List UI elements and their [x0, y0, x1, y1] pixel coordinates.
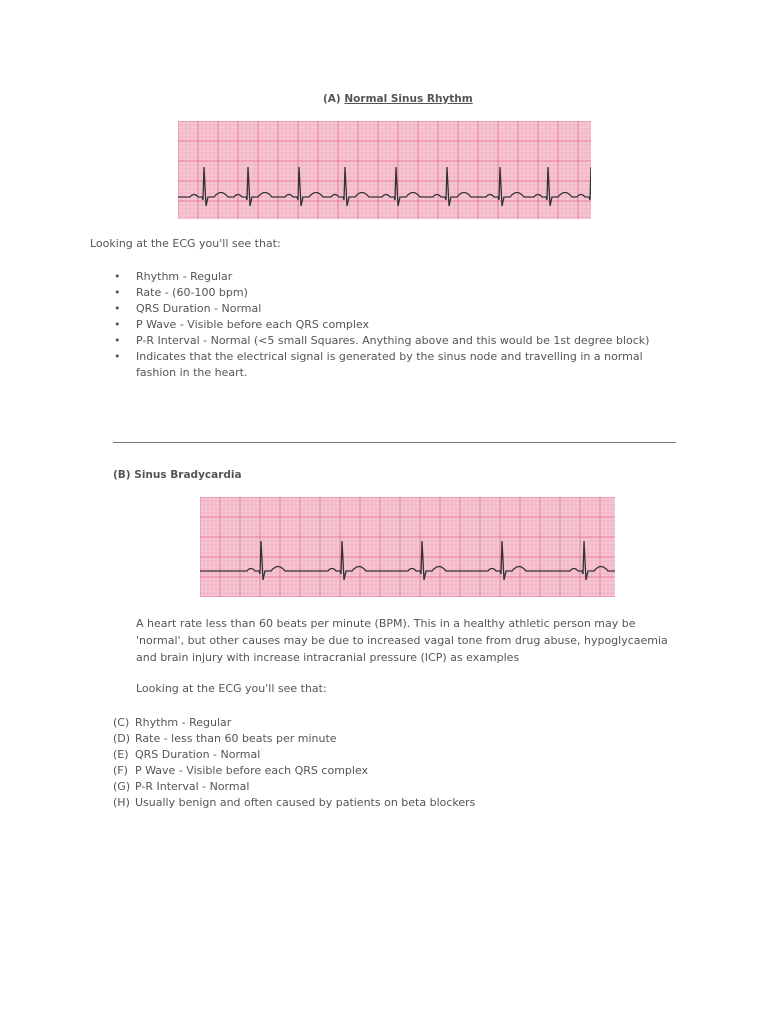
list-item: (E) QRS Duration - Normal [113, 748, 261, 761]
section-b-prefix: (B) [113, 469, 131, 481]
list-item: (G) P-R Interval - Normal [113, 780, 250, 793]
section-a-intro: Looking at the ECG you'll see that: [90, 237, 281, 250]
bullet-icon: • [114, 302, 121, 315]
section-b-title [113, 469, 242, 481]
ecg-sinus-bradycardia-svg [200, 497, 615, 597]
list-item: (D) Rate - less than 60 beats per minute [113, 732, 337, 745]
list-item: (F) P Wave - Visible before each QRS complex [113, 764, 369, 777]
ecg-strip-sinus-bradycardia [200, 497, 615, 597]
ecg-trace [200, 541, 615, 580]
bullet-icon: • [114, 270, 121, 283]
bullet-icon: • [114, 286, 121, 299]
ecg-strip-normal-sinus-rhythm [178, 121, 591, 219]
bullet-icon: • [114, 350, 121, 363]
list-item: • Indicates that the electrical signal is generated by the sinus node and travelling in a normal fashion in the heart. [114, 350, 643, 379]
ecg-normal-sinus-svg [178, 121, 591, 219]
section-a-title-link[interactable]: Normal Sinus Rhythm [344, 93, 473, 105]
section-divider [113, 442, 676, 443]
bullet-icon: • [114, 334, 121, 347]
section-a-prefix: (A) [323, 93, 341, 105]
section-b-lettered-list [113, 715, 475, 811]
section-a-bullet-list [114, 269, 681, 381]
list-item: (C) Rhythm - Regular [113, 716, 232, 729]
list-item: (H) Usually benign and often caused by patients on beta blockers [113, 796, 476, 809]
bullet-icon: • [114, 318, 121, 331]
list-item: • P-R Interval - Normal (<5 small Squares. Anything above and this would be 1st degree block) [114, 334, 650, 347]
list-item: • Rate - (60-100 bpm) [114, 286, 248, 299]
list-item: • P Wave - Visible before each QRS complex [114, 318, 370, 331]
section-b-paragraph: A heart rate less than 60 beats per minute (BPM). This in a healthy athletic person may be 'normal', but other causes may be due to increased vagal tone from drug abuse, hypoglycaemia and brain injury with increase intracranial pressure (ICP) as examples [136, 617, 668, 664]
section-b-title-text: Sinus Bradycardia [134, 469, 242, 481]
list-item: • Rhythm - Regular [114, 270, 233, 283]
section-a-title [323, 93, 473, 105]
section-b-intro: Looking at the ECG you'll see that: [136, 682, 327, 695]
list-item: • QRS Duration - Normal [114, 302, 262, 315]
